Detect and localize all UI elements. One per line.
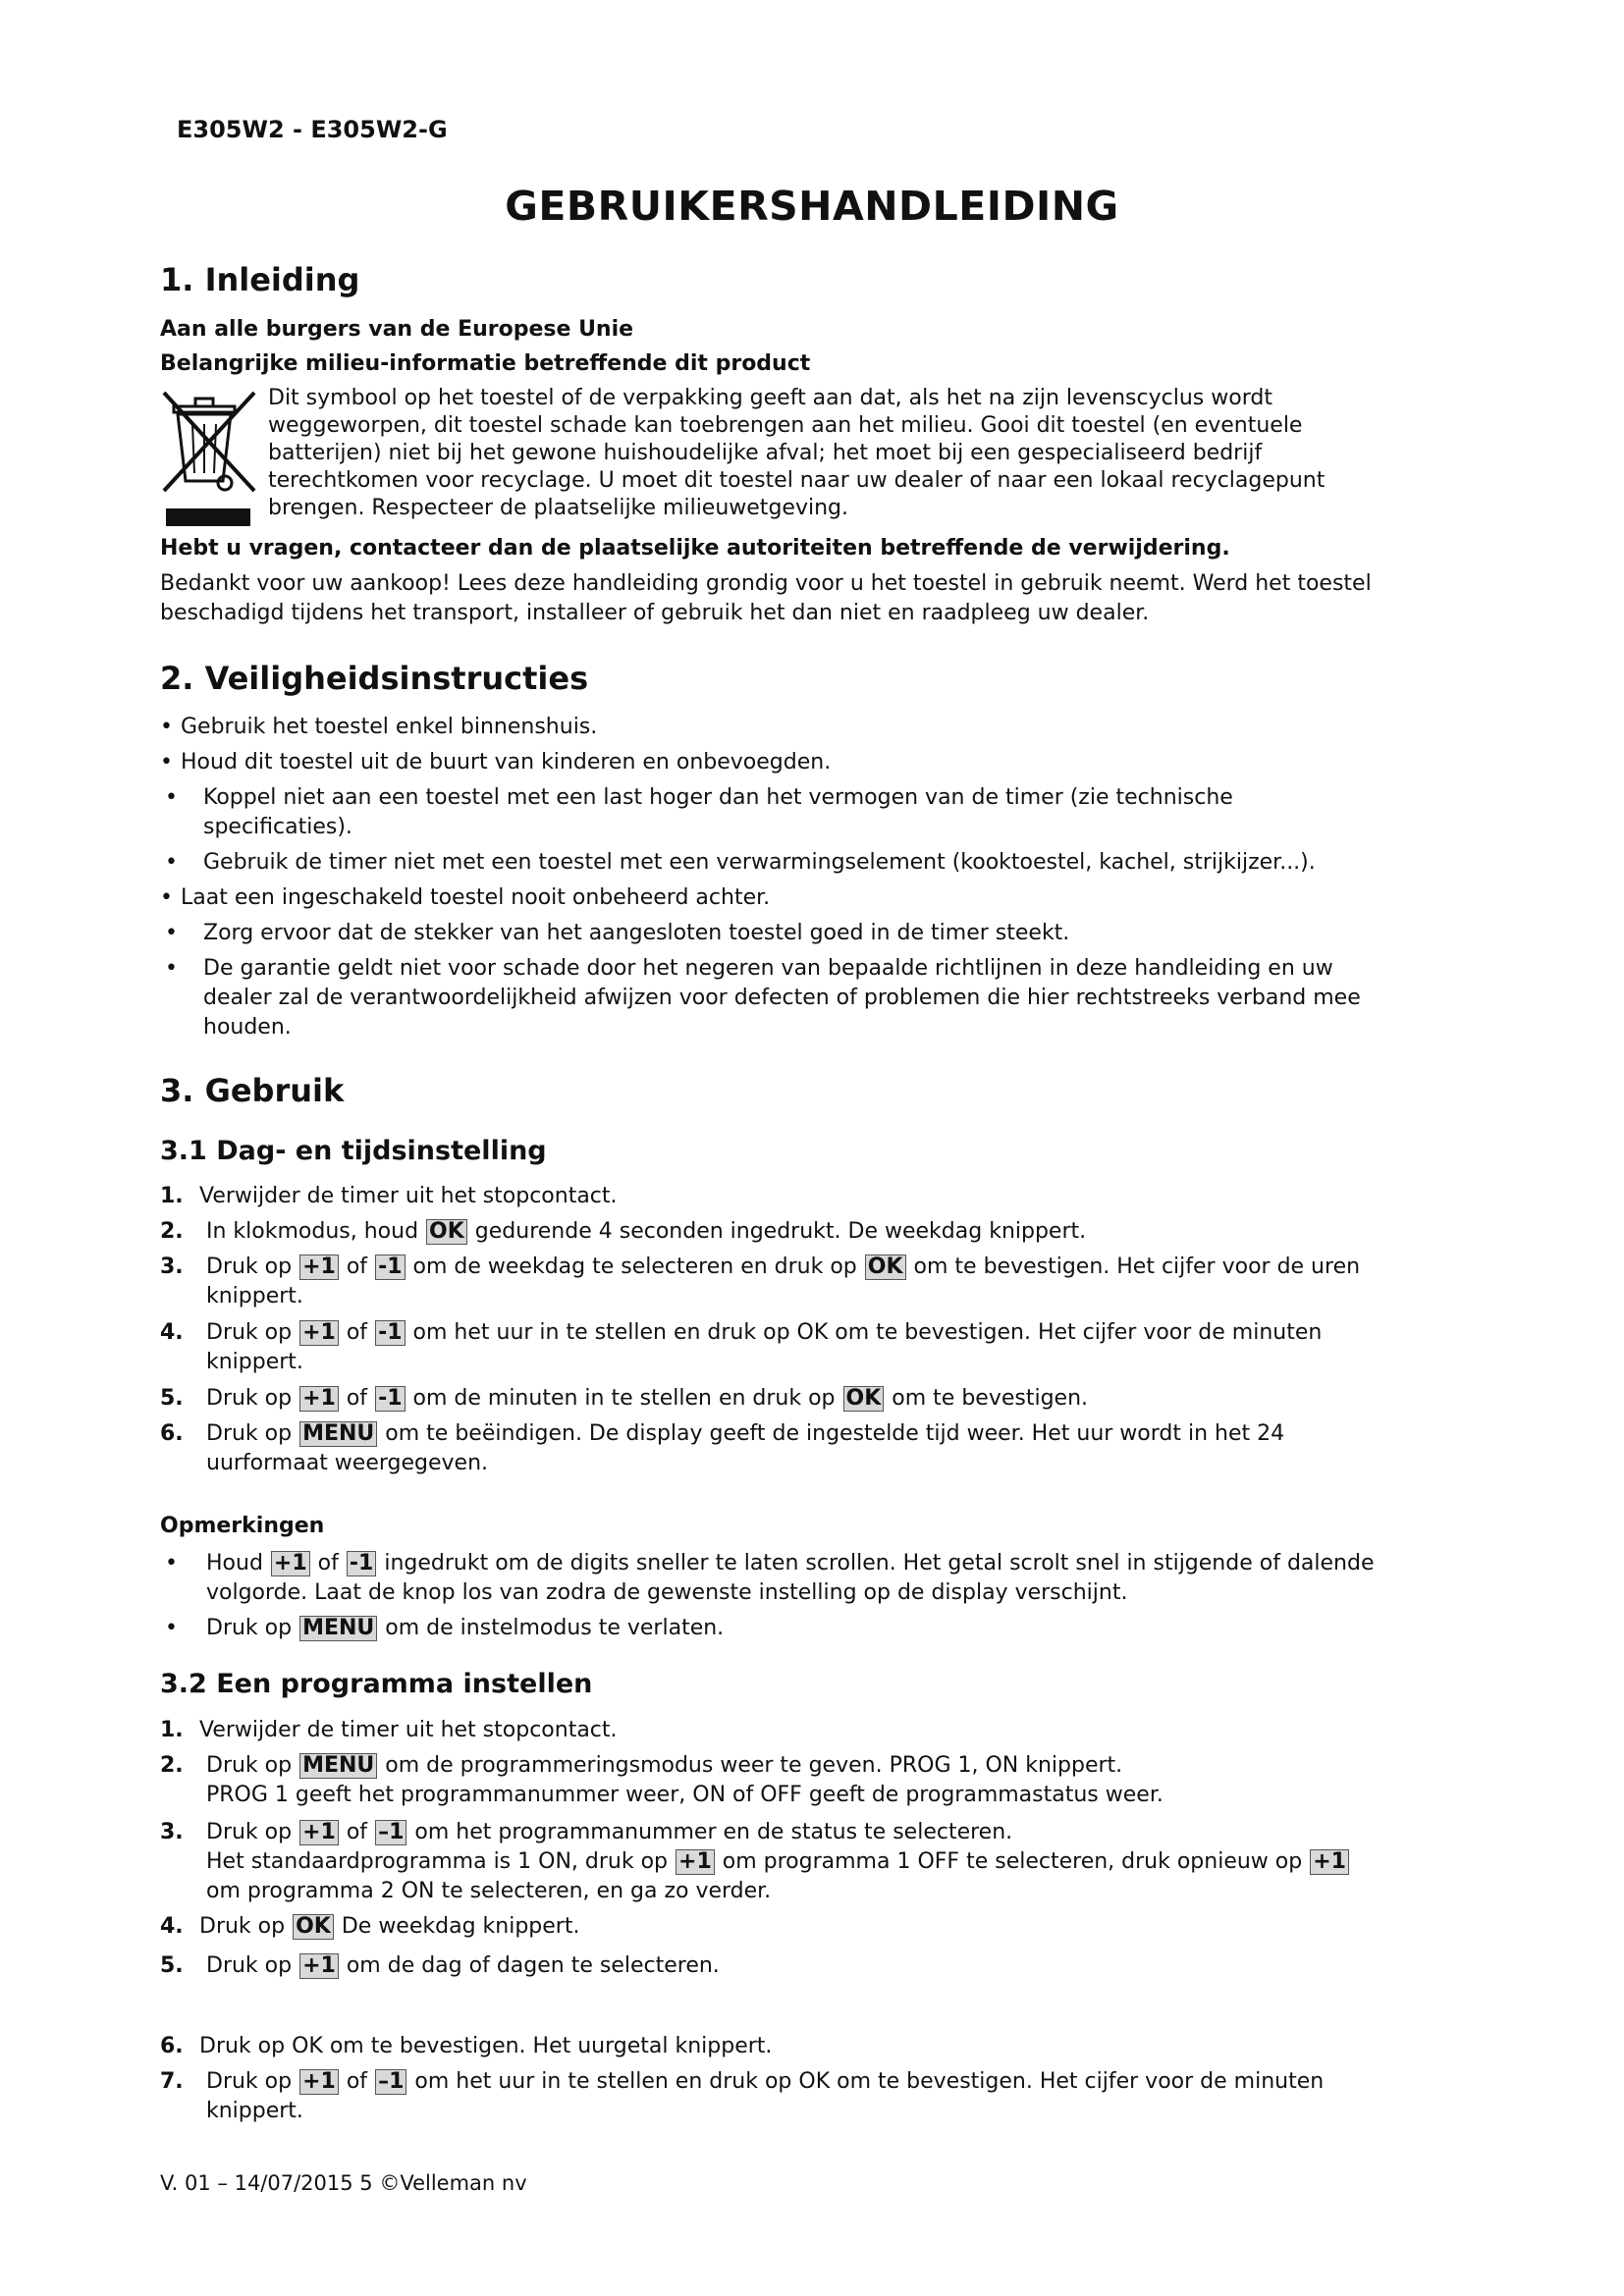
ok-button: OK [426,1219,467,1245]
plus-one-button: +1 [299,2069,339,2095]
weee-line: Dit symbool op het toestel of de verpakking geeft aan dat, als het na zijn levenscyclus wordt [268,386,1272,410]
section-heading-veiligheid: 2. Veiligheidsinstructies [160,660,589,697]
section-heading-inleiding: 1. Inleiding [160,261,360,298]
minus-one-button: –1 [375,1820,406,1845]
plus-one-button: +1 [676,1849,715,1875]
bullet: • [160,715,173,739]
model-number: E305W2 - E305W2-G [177,116,448,143]
ok-button: OK [865,1255,906,1280]
minus-one-button: -1 [375,1320,405,1346]
minus-one-button: -1 [375,1386,405,1412]
weee-line: weggeworpen, dit toestel schade kan toebrengen aan het milieu. Gooi dit toestel (en eventuele [268,413,1303,438]
plus-one-button: +1 [299,1953,339,1979]
bullet: • [160,750,173,774]
plus-one-button: +1 [299,1320,339,1346]
menu-button: MENU [299,1421,377,1447]
notes-heading: Opmerkingen [160,1514,325,1538]
subsection-heading-3-2: 3.2 Een programma instellen [160,1669,593,1699]
weee-line: brengen. Respecteer de plaatselijke milieuwetgeving. [268,496,848,520]
bullet: • [165,785,178,810]
thanks-paragraph [160,569,1486,628]
weee-line: terechtkomen voor recyclage. U moet dit toestel naar uw dealer of naar een lokaal recyclagepunt [268,468,1326,493]
bullet: • [165,921,178,945]
plus-one-button: +1 [299,1386,339,1412]
manual-page: E305W2 - E305W2-G GEBRUIKERSHANDLEIDING 1. Inleiding Aan alle burgers van de Europese Unie Belangrijke milieu-informatie betreffende dit product Dit symbool op het toestel of de verpakking geeft aan dat, als het na zijn levenscyclus wordt weggeworpen, dit toestel schade kan toebrengen aan het milieu. Gooi dit toestel (en eventuele batterijen) niet bij het gewone huishoudelijke afval; het moet bij een gespecialiseerd bedrijf terechtkomen voor recyclage. U moet dit toestel naar uw dealer of naar een lokaal recyclagepunt brengen. Respecteer de plaatselijke milieuwetgeving. Hebt u vragen, contacteer dan de plaatselijke autoriteiten betreffende de verwijdering. Bedankt voor uw aankoop! Lees deze handleiding grondig voor u het toestel in gebruik neemt. Werd het toestel beschadigd tijdens het transport, installeer of gebruik het dan niet en raadpleeg uw dealer. 2. Veiligheidsinstructies • Gebruik het toestel enkel binnenshuis. • Houd dit toestel uit de buurt van kinderen en onbevoegden. • Koppel niet aan een toestel met een last hoger dan het vermogen van de timer (zie technische specificaties). • Gebruik de timer niet met een toestel met een verwarmingselement (kooktoestel, kachel, strijkijzer...). • Laat een ingeschakeld toestel nooit onbeheerd achter. • Zorg ervoor dat de stekker van het aangesloten toestel goed in de timer steekt. • De garantie geldt niet voor schade door het negeren van bepaalde richtlijnen in deze handleiding en uw dealer zal de verantwoordelijkheid afwijzen voor defecten of problemen die hier rechtstreeks verband mee houden. 3. Gebruik 3.1 Dag- en tijdsinstelling 1. Verwijder de timer uit het stopcontact. 2. In klokmodus, houd OK gedurende 4 seconden ingedrukt. De weekdag knippert. 3. Druk op +1 of -1 om de weekdag te selecteren en druk op OK om te bevestigen. Het cijfer voor de uren knippert. 4. Druk op +1 of -1 om het uur in te stellen en druk op OK om te bevestigen. Het cijfer voor de minuten knippert. 5. Druk op +1 of -1 om de minuten in te stellen en druk op OK om te bevestigen. 6. Druk op MENU om te beëindigen. De display geeft de ingestelde tijd weer. Het uur wordt in het 24 uurformaat weergegeven. Opmerkingen • Houd +1 of -1 ingedrukt om de digits sneller te laten scrollen. Het getal scrolt snel in stijgende of dalende volgorde. Laat de knop los van zodra de gewenste instelling op de display verschijnt. • Druk op MENU om de instelmodus te verlaten. 3.2 Een programma instellen 1. Verwijder de timer uit het stopcontact. 2. Druk op MENU om de programmeringsmodus weer te geven. PROG 1, ON knippert. PROG 1 geeft het programmanummer weer, ON of OFF geeft de programmastatus weer. 3. Druk op +1 of –1 om het programmanummer en de status te selecteren. Het standaardprogramma is 1 ON, druk op +1 om programma 1 OFF te selecteren, druk opnieuw op +1 om programma 2 ON te selecteren, en ga zo verder. 4. Druk op OK De weekdag knippert. 5. Druk op +1 om de dag of dagen te selecteren. 6. Druk op OK om te bevestigen. Het uurgetal knippert. 7. Druk op +1 of –1 om het uur in te stellen en druk op OK om te bevestigen. Het cijfer voor de minuten knippert. V. 01 – 14/07/2015 5 ©Velleman nv [0,0,1624,2296]
minus-one-button: -1 [375,1255,405,1280]
thanks-line: beschadigd tijdens het transport, installeer of gebruik het dan niet en raadpleeg uw dealer. [160,601,1150,625]
minus-one-button: –1 [375,2069,406,2095]
weee-bin-icon [160,385,258,530]
page-title: GEBRUIKERSHANDLEIDING [505,183,1119,230]
subsection-heading-3-1: 3.1 Dag- en tijdsinstelling [160,1136,547,1166]
bullet: • [165,1616,178,1640]
weee-notice [268,385,1476,522]
ok-button: OK [293,1914,334,1940]
contact-authorities-note: Hebt u vragen, contacteer dan de plaatselijke autoriteiten betreffende de verwijdering. [160,536,1230,561]
environment-subheading: Belangrijke milieu-informatie betreffende dit product [160,351,811,376]
bullet: • [165,1551,178,1575]
menu-button: MENU [299,1753,377,1779]
plus-one-button: +1 [271,1551,310,1576]
page-footer: V. 01 – 14/07/2015 5 ©Velleman nv [160,2171,527,2195]
weee-line: batterijen) niet bij het gewone huishoudelijke afval; het moet bij een gespecialiseerd bedrijf [268,441,1263,465]
plus-one-button: +1 [1310,1849,1349,1875]
minus-one-button: -1 [347,1551,376,1576]
bullet: • [160,885,173,910]
thanks-line: Bedankt voor uw aankoop! Lees deze handleiding grondig voor u het toestel in gebruik neemt. Werd het toestel [160,571,1372,596]
bullet: • [165,850,178,875]
menu-button: MENU [299,1616,377,1641]
ok-button: OK [843,1386,885,1412]
section-heading-gebruik: 3. Gebruik [160,1072,345,1109]
eu-citizens-subheading: Aan alle burgers van de Europese Unie [160,317,634,342]
plus-one-button: +1 [299,1820,339,1845]
plus-one-button: +1 [299,1255,339,1280]
bullet: • [165,956,178,981]
